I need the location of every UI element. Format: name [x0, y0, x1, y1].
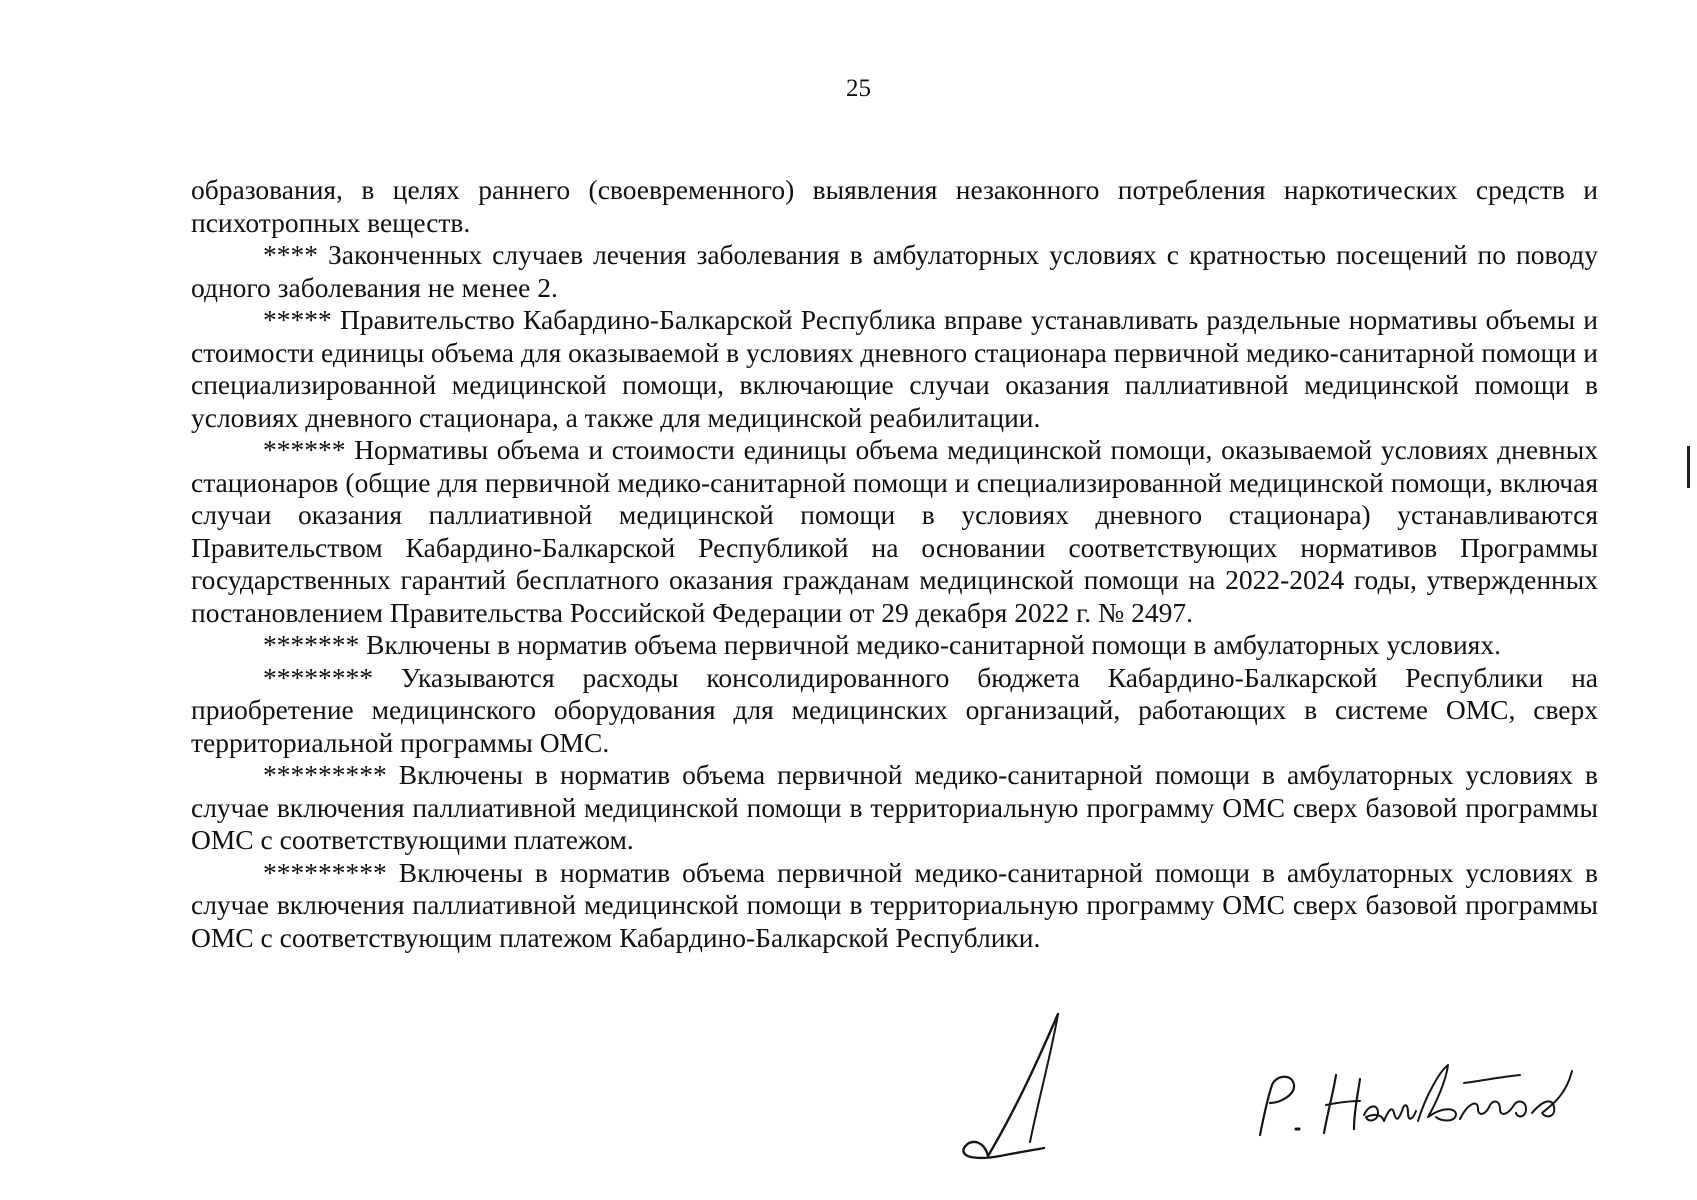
footnote-8-asterisks: ******** Указываются расходы консолидированного бюджета Кабардино-Балкарской Республики на приобретение медицинского оборудования для медицинских организаций, работающих в системе ОМС, сверх территориальной программы ОМС. [191, 661, 1598, 758]
page-number: 25 [846, 75, 871, 102]
footnote-9-asterisks-a: ********* Включены в норматив объема первичной медико-санитарной помощи в амбулаторных условиях в случае включения паллиативной медицинской помощи в территориальную программу ОМС сверх базовой программы ОМС с соответствующими платежом. [191, 759, 1598, 855]
footnote-continuation: образования, в целях раннего (своевременного) выявления незаконного потребления наркотических средств и психотропных веществ. [191, 174, 1598, 238]
footnote-6-asterisks: ****** Нормативы объема и стоимости единицы объема медицинской помощи, оказываемой условиях дневных стационаров (общие для первичной медико-санитарной помощи и специализированной медицинской помощи, включая случаи оказания паллиативной медицинской помощи в условиях дневного стационара) устанавливаются Правительством Кабардино-Балкарской Республикой на основании соответствующих нормативов Программы государственных гарантий бесплатного оказания гражданам медицинской помощи на 2022-2024 годы, утвержденных постановлением Правительства Российской Федерации от 29 декабря 2022 г. № 2497. [191, 434, 1598, 628]
handwritten-signature [960, 1010, 1080, 1160]
footnote-7-asterisks: ******* Включены в норматив объема первичной медико-санитарной помощи в амбулаторных условиях. [263, 629, 1501, 660]
footnotes-body [191, 174, 1598, 954]
footnote-4-asterisks: **** Законченных случаев лечения заболевания в амбулаторных условиях с кратностью посещений по поводу одного заболевания не менее 2. [191, 239, 1598, 303]
scan-edge-mark [1687, 446, 1690, 488]
footnote-9-asterisks-b: ********* Включены в норматив объема первичной медико-санитарной помощи в амбулаторных условиях в случае включения паллиативной медицинской помощи в территориальную программу ОМС сверх базовой программы ОМС с соответствующим платежом Кабардино-Балкарской Республики. [191, 856, 1598, 953]
handwritten-name-signature [1250, 1055, 1580, 1145]
footnote-5-asterisks: ***** Правительство Кабардино-Балкарской Республика вправе устанавливать раздельные нормативы объемы и стоимости единицы объема для оказываемой в условиях дневного стационара первичной медико-санитарной помощи и специализированной медицинской помощи, включающие случаи оказания паллиативной медицинской помощи в условиях дневного стационара, а также для медицинской реабилитации. [191, 304, 1598, 433]
